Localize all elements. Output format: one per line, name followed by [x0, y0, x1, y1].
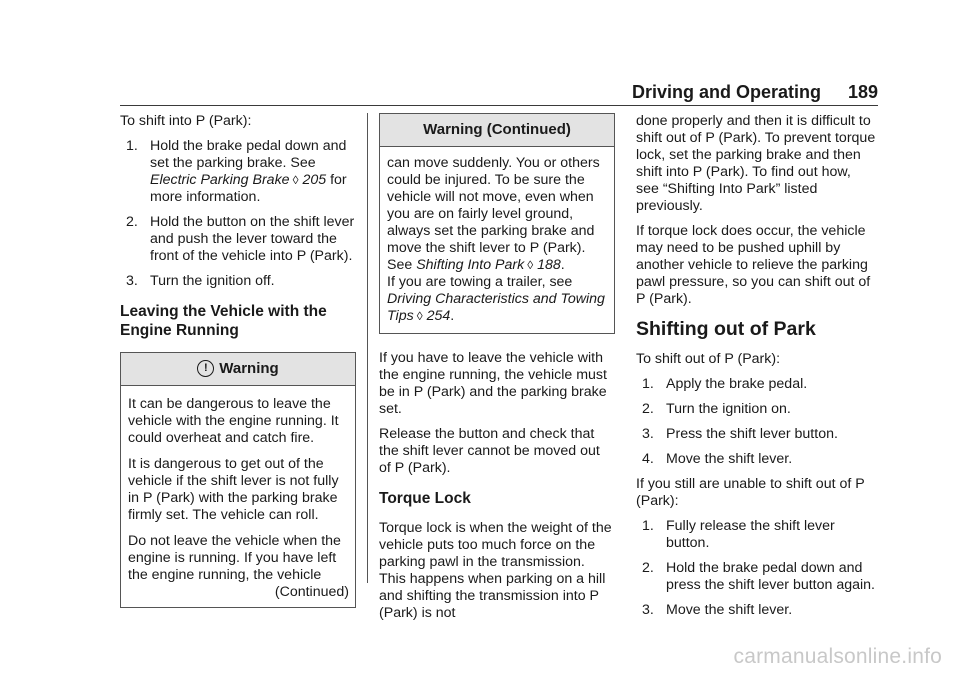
- body-paragraph: If you have to leave the vehicle with the engine running, the vehicle must be in P (Park) and the parking brake set.: [379, 350, 607, 417]
- list-item: [636, 426, 876, 443]
- cross-reference-link[interactable]: Electric Parking Brake: [150, 172, 290, 188]
- section-heading: Shifting out of Park: [636, 318, 816, 340]
- list-text: Turn the ignition on.: [666, 401, 791, 417]
- warning-box: [120, 352, 356, 608]
- list-item: [636, 602, 876, 619]
- list-number: 4.: [642, 451, 654, 467]
- reference-page: 188: [537, 257, 561, 273]
- page-header: [632, 82, 878, 104]
- column-3: [636, 113, 876, 627]
- list-number: 3.: [126, 273, 138, 289]
- unable-to-shift-list: [636, 518, 876, 619]
- column-2: [379, 113, 615, 630]
- column-divider: [367, 113, 368, 583]
- section-heading: Leaving the Vehicle with the Engine Running: [120, 303, 327, 339]
- reference-page: 254: [426, 308, 451, 324]
- list-item: [120, 214, 356, 265]
- list-number: 1.: [126, 138, 138, 154]
- reference-icon: ◊: [292, 173, 299, 187]
- list-item: [636, 451, 876, 468]
- list-item: [636, 518, 876, 552]
- list-text: Fully release the shift lever button.: [666, 518, 835, 551]
- warning-icon: !: [197, 360, 214, 377]
- warning-header: [121, 353, 355, 386]
- continued-label: (Continued): [274, 584, 349, 600]
- list-number: 3.: [642, 426, 654, 442]
- watermark: carmanualsonline.info: [733, 645, 942, 668]
- section-heading: Torque Lock: [379, 490, 471, 507]
- warning-paragraph: See Shifting Into Park ◊ 188.: [387, 257, 565, 273]
- warning-body: [121, 386, 355, 607]
- warning-paragraph: can move suddenly. You or others could be injured. To be sure the vehicle will not move, even when you are on fairly level ground, always set the parking brake and move the shift lever to P (Park).: [387, 155, 600, 256]
- list-text: Press the shift lever button.: [666, 426, 838, 442]
- body-paragraph: If you still are unable to shift out of P (Park):: [636, 476, 865, 509]
- shift-out-of-park-list: [636, 376, 876, 468]
- warning-title: Warning: [219, 360, 279, 377]
- cross-reference-link[interactable]: Shifting Into Park: [416, 257, 525, 273]
- warning-paragraph: Do not leave the vehicle when the engine is running. If you have left the engine running, the vehicle: [128, 533, 341, 583]
- warning-paragraph: If you are towing a trailer, see Driving Characteristics and Towing Tips ◊ 254.: [387, 274, 605, 324]
- list-number: 1.: [642, 376, 654, 392]
- list-item: [120, 273, 356, 290]
- list-item: [636, 560, 876, 594]
- header-rule: [120, 105, 878, 106]
- reference-icon: ◊: [527, 258, 534, 272]
- section-title: Driving and Operating: [632, 82, 822, 102]
- cross-reference-link[interactable]: Driving Characteristics and Towing Tips: [387, 291, 605, 324]
- list-number: 2.: [642, 560, 654, 576]
- list-number: 2.: [126, 214, 138, 230]
- warning-paragraph: It can be dangerous to leave the vehicle with the engine running. It could overheat and catch fire.: [128, 396, 339, 446]
- intro-text: To shift into P (Park):: [120, 113, 252, 129]
- warning-body: [380, 147, 614, 333]
- list-text: Move the shift lever.: [666, 451, 793, 467]
- list-item: [120, 138, 356, 206]
- list-item: [636, 376, 876, 393]
- list-text: Apply the brake pedal.: [666, 376, 808, 392]
- warning-header: Warning (Continued): [380, 114, 614, 147]
- reference-icon: ◊: [416, 309, 423, 323]
- warning-text: If you are towing a trailer, see: [387, 274, 573, 290]
- list-text: for more information.: [150, 172, 347, 205]
- body-paragraph: done properly and then it is difficult to shift out of P (Park). To prevent torque lock, set the parking brake and then shift into P (Park). To find out how, see “Shifting Into Park” listed previously.: [636, 113, 876, 214]
- warning-paragraph: It is dangerous to get out of the vehicle if the shift lever is not fully in P (Park) with the parking brake firmly set. The vehicle can roll.: [128, 456, 339, 523]
- body-paragraph: Torque lock is when the weight of the vehicle puts too much force on the parking pawl in the transmission. This happens when parking on a hill and shifting the transmission into P (Park) is not: [379, 520, 612, 621]
- list-text: Hold the brake pedal down and press the shift lever button again.: [666, 560, 875, 593]
- page-number: 189: [847, 82, 878, 102]
- intro-text: To shift out of P (Park):: [636, 351, 781, 367]
- list-text: Turn the ignition off.: [150, 273, 275, 289]
- list-text: Hold the brake pedal down and set the parking brake. See: [150, 138, 347, 171]
- warning-box-continued: [379, 113, 615, 334]
- shift-into-park-list: [120, 138, 356, 290]
- see-text: See: [387, 257, 417, 273]
- reference-page: 205: [302, 172, 327, 188]
- list-number: 3.: [642, 602, 654, 618]
- list-number: 2.: [642, 401, 654, 417]
- list-text: Hold the button on the shift lever and push the lever toward the front of the vehicle into P (Park).: [150, 214, 355, 264]
- list-item: [636, 401, 876, 418]
- list-text: Move the shift lever.: [666, 602, 793, 618]
- column-1: [120, 113, 356, 608]
- body-paragraph: Release the button and check that the shift lever cannot be moved out of P (Park).: [379, 426, 600, 476]
- list-number: 1.: [642, 518, 654, 534]
- body-paragraph: If torque lock does occur, the vehicle may need to be pushed uphill by another vehicle to relieve the parking pawl pressure, so you can shift out of P (Park).: [636, 223, 871, 307]
